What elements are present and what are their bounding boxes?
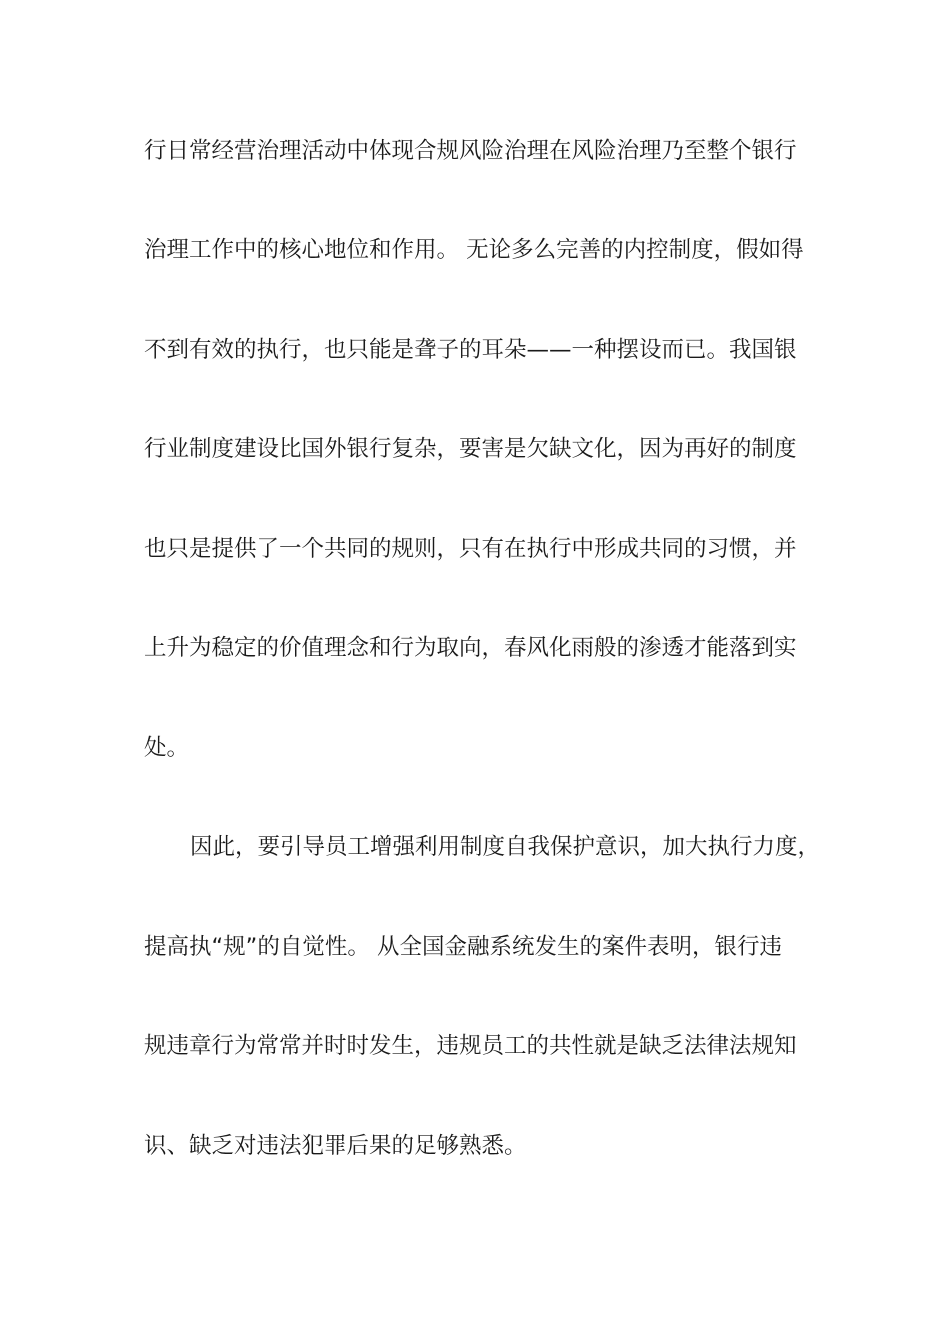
paragraph-line: 识、缺乏对违法犯罪后果的足够熟悉。: [144, 1133, 527, 1159]
paragraph-line: 上升为稳定的价值理念和行为取向，春风化雨般的渗透才能落到实: [144, 635, 797, 661]
paragraph-line: 行业制度建设比国外银行复杂，要害是欠缺文化，因为再好的制度: [144, 436, 797, 462]
paragraph-line: 治理工作中的核心地位和作用。 无论多么完善的内控制度，假如得: [144, 237, 804, 263]
paragraph-line: 行日常经营治理活动中体现合规风险治理在风险治理乃至整个银行: [144, 138, 797, 164]
paragraph-line: 不到有效的执行，也只能是聋子的耳朵——一种摆设而已。我国银: [144, 337, 797, 363]
paragraph-line: 提高执“规”的自觉性。 从全国金融系统发生的案件表明，银行违: [144, 934, 782, 960]
paragraph-line: 规违章行为常常并时时发生，违规员工的共性就是缺乏法律法规知: [144, 1033, 797, 1059]
paragraph-line: 因此，要引导员工增强利用制度自我保护意识，加大执行力度，: [190, 834, 821, 860]
paragraph-line: 也只是提供了一个共同的规则，只有在执行中形成共同的习惯，并: [144, 536, 797, 562]
paragraph-line: 处。: [144, 735, 190, 761]
